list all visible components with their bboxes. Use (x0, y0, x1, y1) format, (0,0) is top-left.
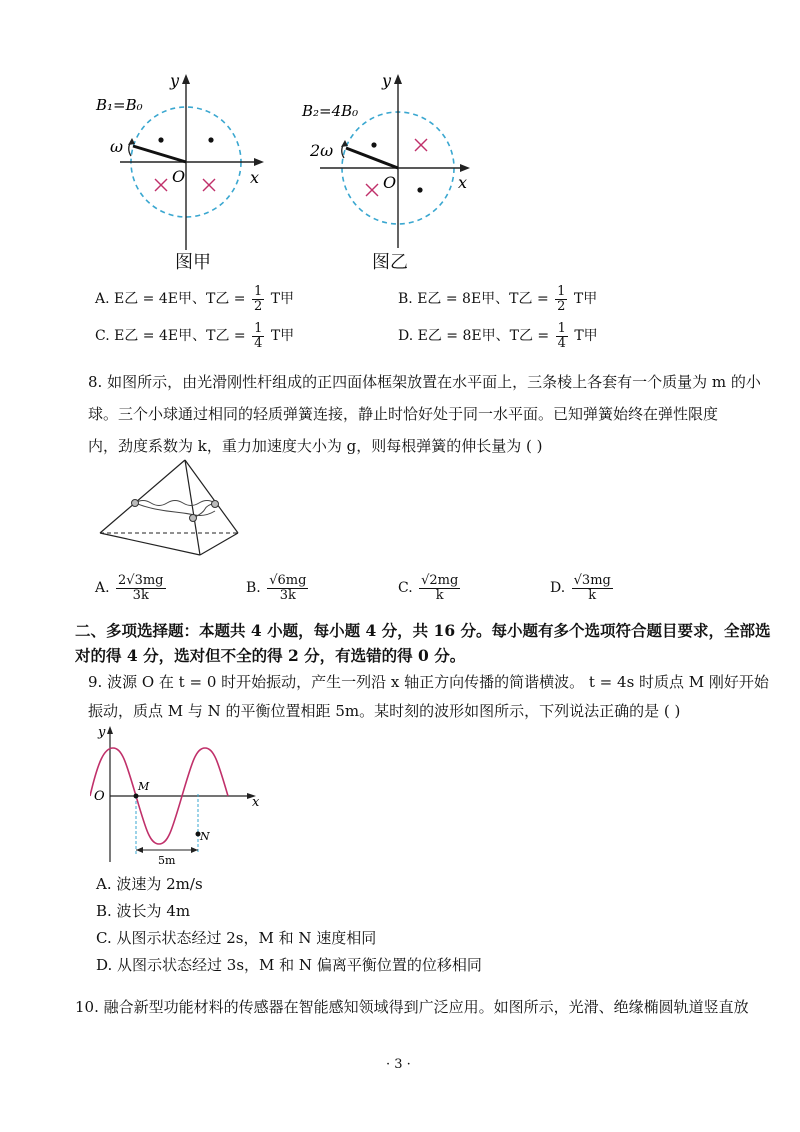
caption-yi: 图乙 (372, 252, 408, 273)
tetrahedron-figure (95, 455, 245, 560)
q7-option-d[interactable]: D. E乙 = 8E甲、T乙 = $\frac{1}{4}$ T甲 (398, 321, 598, 351)
section-heading-line-1: 二、多项选择题：本题共 4 小题，每小题 4 分，共 16 分。每小题有多个选项符合题目要求，全部选 (75, 621, 771, 640)
point-n-label: N (200, 830, 210, 843)
point-m-label: M (138, 780, 150, 793)
x-axis-label: x (458, 173, 468, 192)
x-axis-label: x (252, 795, 260, 810)
caption-jia: 图甲 (175, 252, 211, 273)
q8-option-b[interactable]: B. $\frac{√6mg}{3k}$ (246, 573, 307, 603)
q10-line-1: 10. 融合新型功能材料的传感器在智能感知领域得到广泛应用。如图所示，光滑、绝缘椭圆轨道竖直放 (75, 998, 749, 1016)
omega-label: ω (110, 137, 124, 156)
q9-option-a[interactable]: A. 波速为 2m/s (96, 875, 203, 893)
section-heading-line-2: 对的得 4 分，选对但不全的得 2 分，有选错的得 0 分。 (75, 646, 466, 665)
q9-option-d[interactable]: D. 从图示状态经过 3s，M 和 N 偏离平衡位置的位移相同 (96, 956, 482, 974)
q8-option-a[interactable]: A. $\frac{2√3mg}{3k}$ (95, 573, 164, 603)
y-axis-label: y (382, 71, 392, 90)
origin-label: O (94, 789, 105, 804)
q7-option-a[interactable]: A. E乙 = 4E甲、T乙 = $\frac{1}{2}$ T甲 (95, 284, 295, 314)
origin-label: O (383, 173, 397, 192)
q8-option-c[interactable]: C. $\frac{√2mg}{k}$ (398, 573, 459, 603)
omega-label: 2ω (310, 141, 334, 160)
y-axis-label: y (170, 71, 180, 90)
y-axis-label: y (98, 725, 106, 740)
q9-option-b[interactable]: B. 波长为 4m (96, 902, 191, 920)
b-field-label: B₁=B₀ (96, 96, 143, 114)
q7-option-b[interactable]: B. E乙 = 8E甲、T乙 = $\frac{1}{2}$ T甲 (398, 284, 598, 314)
origin-label: O (172, 167, 186, 186)
distance-label: 5m (158, 854, 176, 867)
q8-option-d[interactable]: D. $\frac{√3mg}{k}$ (550, 573, 611, 603)
page-number: · 3 · (386, 1057, 411, 1072)
q9-option-c[interactable]: C. 从图示状态经过 2s，M 和 N 速度相同 (96, 929, 377, 947)
figure-yi (300, 70, 490, 270)
q9-line-1: 9. 波源 O 在 t = 0 时开始振动，产生一列沿 x 轴正方向传播的简谐横波。 t = 4s 时质点 M 刚好开始 (88, 673, 769, 691)
figure-jia (90, 70, 280, 270)
q7-option-c[interactable]: C. E乙 = 4E甲、T乙 = $\frac{1}{4}$ T甲 (95, 321, 295, 351)
q8-line-2: 球。三个小球通过相同的轻质弹簧连接，静止时恰好处于同一水平面。已知弹簧始终在弹性限度 (88, 405, 719, 423)
x-axis-label: x (250, 168, 260, 187)
wave-graph (90, 722, 270, 867)
b-field-label: B₂=4B₀ (302, 102, 359, 120)
q9-line-2: 振动，质点 M 与 N 的平衡位置相距 5m。某时刻的波形如图所示，下列说法正确的是 ( ) (88, 702, 681, 720)
q8-line-3: 内，劲度系数为 k，重力加速度大小为 g，则每根弹簧的伸长量为 ( ) (88, 437, 543, 455)
q8-line-1: 8. 如图所示，由光滑刚性杆组成的正四面体框架放置在水平面上，三条棱上各套有一个质量为 m 的小 (88, 373, 761, 391)
